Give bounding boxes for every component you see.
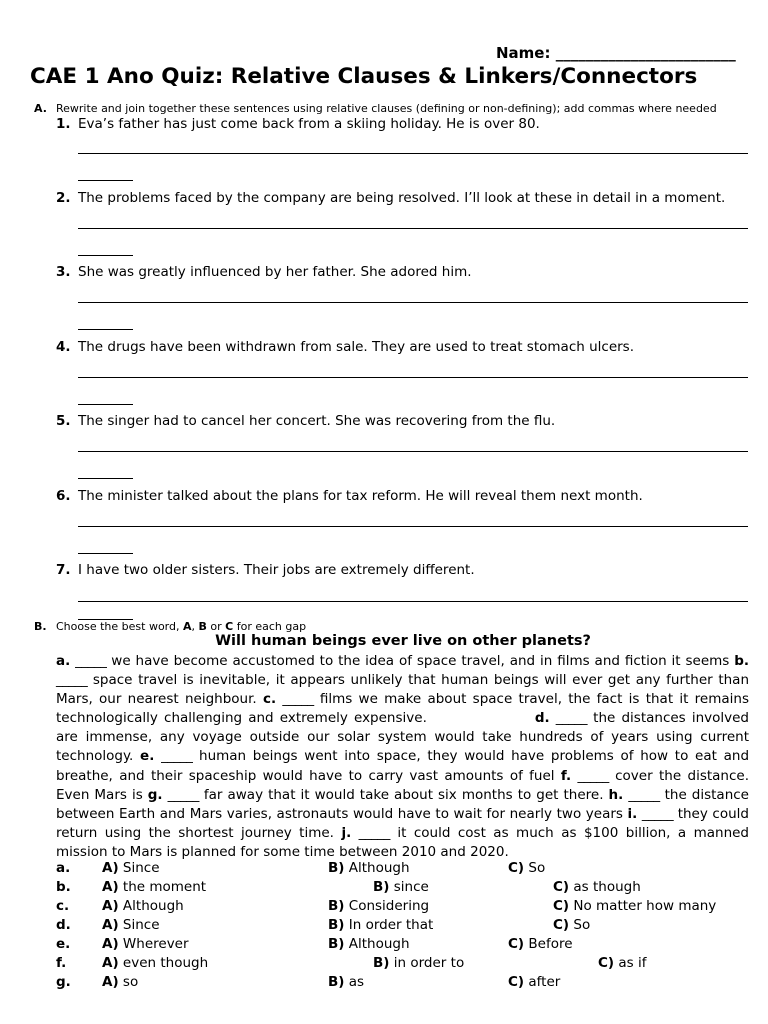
gap-letter: g. xyxy=(56,974,71,990)
passage-text: the distances involved are immense, any voyage outside our solar system would take hundreds of years using current technology. xyxy=(56,710,750,765)
option-c[interactable]: C) after xyxy=(508,974,561,990)
option-b[interactable]: B) in order to xyxy=(373,955,465,971)
question-number: 7. xyxy=(56,562,71,578)
passage-text: it could cost as much as $100 billion, a manned mission to Mars is planned for some time between 2010 and 2020. xyxy=(56,824,749,860)
cloze-passage xyxy=(56,652,749,862)
question-text: She was greatly influenced by her father. She adored him. xyxy=(78,264,472,280)
option-c[interactable]: C) So xyxy=(553,917,591,933)
gap-letter: e. xyxy=(56,936,71,952)
gap-letter: f. xyxy=(56,955,67,971)
section-a-instruction xyxy=(34,102,717,115)
option-b[interactable]: B) since xyxy=(373,879,429,895)
gap-letter: a. xyxy=(56,860,71,876)
gap-label: d. xyxy=(534,710,550,727)
option-b[interactable]: B) Although xyxy=(328,860,410,876)
option-a[interactable]: A) the moment xyxy=(102,879,207,895)
answer-line[interactable] xyxy=(78,526,748,527)
gap-label: h. xyxy=(608,786,624,803)
answer-line-end[interactable] xyxy=(78,553,133,554)
gap-letter: c. xyxy=(56,898,70,914)
answer-line-end[interactable] xyxy=(78,404,133,405)
gap-blank[interactable]: _____ xyxy=(641,805,674,822)
question-number: 1. xyxy=(56,116,71,132)
instruction-text: , xyxy=(191,620,199,633)
question-number: 6. xyxy=(56,488,71,504)
passage-text: they could return using the shortest journey time. xyxy=(56,805,749,841)
option-row-e xyxy=(0,936,768,955)
gap-blank[interactable]: _____ xyxy=(282,691,314,708)
option-a[interactable]: A) Although xyxy=(102,898,184,914)
answer-line[interactable] xyxy=(78,228,748,229)
answer-line[interactable] xyxy=(78,451,748,452)
question-text: The drugs have been withdrawn from sale. They are used to treat stomach ulcers. xyxy=(78,339,634,355)
question-text: The minister talked about the plans for tax reform. He will reveal them next month. xyxy=(78,488,643,504)
answer-line-end[interactable] xyxy=(78,329,133,330)
gap-blank[interactable]: _____ xyxy=(358,824,390,841)
option-b[interactable]: B) as xyxy=(328,974,365,990)
option-b[interactable]: B) Although xyxy=(328,936,410,952)
question-4 xyxy=(56,339,634,355)
option-c[interactable]: C) as though xyxy=(553,879,641,895)
question-text: Eva’s father has just come back from a skiing holiday. He is over 80. xyxy=(78,116,540,132)
page-title: CAE 1 Ano Quiz: Relative Clauses & Linkers/Connectors xyxy=(30,64,698,89)
answer-line[interactable] xyxy=(78,377,748,378)
passage-text: cover the distance. Even Mars is xyxy=(56,767,749,803)
option-row-b xyxy=(0,879,768,898)
option-row-c xyxy=(0,898,768,917)
option-b-marker: B xyxy=(198,620,207,633)
section-a-letter: A. xyxy=(34,102,47,115)
gap-label: a. xyxy=(56,653,71,669)
option-a[interactable]: A) Wherever xyxy=(102,936,189,952)
question-3 xyxy=(56,264,472,280)
answer-line[interactable] xyxy=(78,153,748,154)
passage-text: films we make about space travel, the fact is that it remains technologically challenging and extremely expensive. xyxy=(56,691,749,727)
option-c[interactable]: C) No matter how many xyxy=(553,898,717,914)
option-row-d xyxy=(0,917,768,936)
option-c[interactable]: C) So xyxy=(508,860,546,876)
option-row-f xyxy=(0,955,768,974)
question-number: 3. xyxy=(56,264,71,280)
gap-label: c. xyxy=(262,691,277,708)
instruction-text: for each gap xyxy=(233,620,307,633)
option-a[interactable]: A) Since xyxy=(102,860,160,876)
gap-label: b. xyxy=(734,653,749,669)
gap-blank[interactable]: _____ xyxy=(555,710,588,727)
question-5 xyxy=(56,413,555,429)
name-field-label: Name: ________________________ xyxy=(496,44,736,62)
option-c[interactable]: C) Before xyxy=(508,936,573,952)
question-text: The singer had to cancel her concert. She was recovering from the flu. xyxy=(78,413,556,429)
gap-label: j. xyxy=(341,824,352,841)
question-number: 4. xyxy=(56,339,71,355)
passage-text: space travel is inevitable, it appears unlikely that human beings will ever get any further than Mars, our nearest neighbour. xyxy=(56,672,749,708)
question-number: 2. xyxy=(56,190,71,206)
gap-blank[interactable]: _____ xyxy=(75,653,107,669)
option-a[interactable]: A) so xyxy=(102,974,139,990)
passage-text: far away that it would take about six months to get there. xyxy=(198,786,609,803)
gap-blank[interactable]: _____ xyxy=(56,672,88,689)
question-number: 5. xyxy=(56,413,71,429)
option-row-a xyxy=(0,860,768,879)
passage-text: we have become accustomed to the idea of space travel, and in films and fiction it seems xyxy=(106,653,735,669)
gap-blank[interactable]: _____ xyxy=(628,786,660,803)
answer-line-end[interactable] xyxy=(78,255,133,256)
answer-line[interactable] xyxy=(78,601,748,602)
gap-letter: d. xyxy=(56,917,71,933)
question-7 xyxy=(56,562,475,578)
question-text: I have two older sisters. Their jobs are extremely different. xyxy=(78,562,475,578)
option-c[interactable]: C) as if xyxy=(598,955,647,971)
option-row-g xyxy=(0,974,768,993)
gap-letter: b. xyxy=(56,879,71,895)
instruction-text: Choose the best word, xyxy=(56,620,183,633)
option-b[interactable]: B) In order that xyxy=(328,917,434,933)
gap-blank[interactable]: _____ xyxy=(161,748,193,765)
passage-text: human beings went into space, they would have problems of how to eat and breathe, and their spaceship would have to carry vast amounts of fuel xyxy=(56,748,750,784)
question-6 xyxy=(56,488,643,504)
option-b[interactable]: B) Considering xyxy=(328,898,430,914)
gap-label: g. xyxy=(147,786,163,803)
instruction-text: or xyxy=(206,620,226,633)
question-1 xyxy=(56,116,540,132)
option-a[interactable]: A) even though xyxy=(102,955,209,971)
question-2 xyxy=(56,190,725,206)
option-a[interactable]: A) Since xyxy=(102,917,160,933)
answer-line[interactable] xyxy=(78,302,748,303)
gap-label: f. xyxy=(560,767,572,784)
option-a-marker: A xyxy=(182,620,192,633)
question-text: The problems faced by the company are being resolved. I’ll look at these in detail in a moment. xyxy=(78,190,726,206)
option-c-marker: C xyxy=(225,620,234,633)
gap-blank[interactable]: _____ xyxy=(577,767,609,784)
gap-label: i. xyxy=(627,805,638,822)
section-b-letter: B. xyxy=(34,620,47,633)
section-b-instruction xyxy=(34,620,306,633)
section-a-instruction-text: Rewrite and join together these sentences using relative clauses (defining or non-defining); add commas where needed xyxy=(56,102,717,115)
answer-line-end[interactable] xyxy=(78,180,133,181)
answer-line-end[interactable] xyxy=(78,478,133,479)
gap-label: e. xyxy=(140,748,155,765)
passage-text: the distance between Earth and Mars varies, astronauts would have to wait for nearly two years xyxy=(56,786,749,822)
gap-blank[interactable]: _____ xyxy=(167,786,199,803)
passage-title: Will human beings ever live on other planets? xyxy=(215,633,591,649)
